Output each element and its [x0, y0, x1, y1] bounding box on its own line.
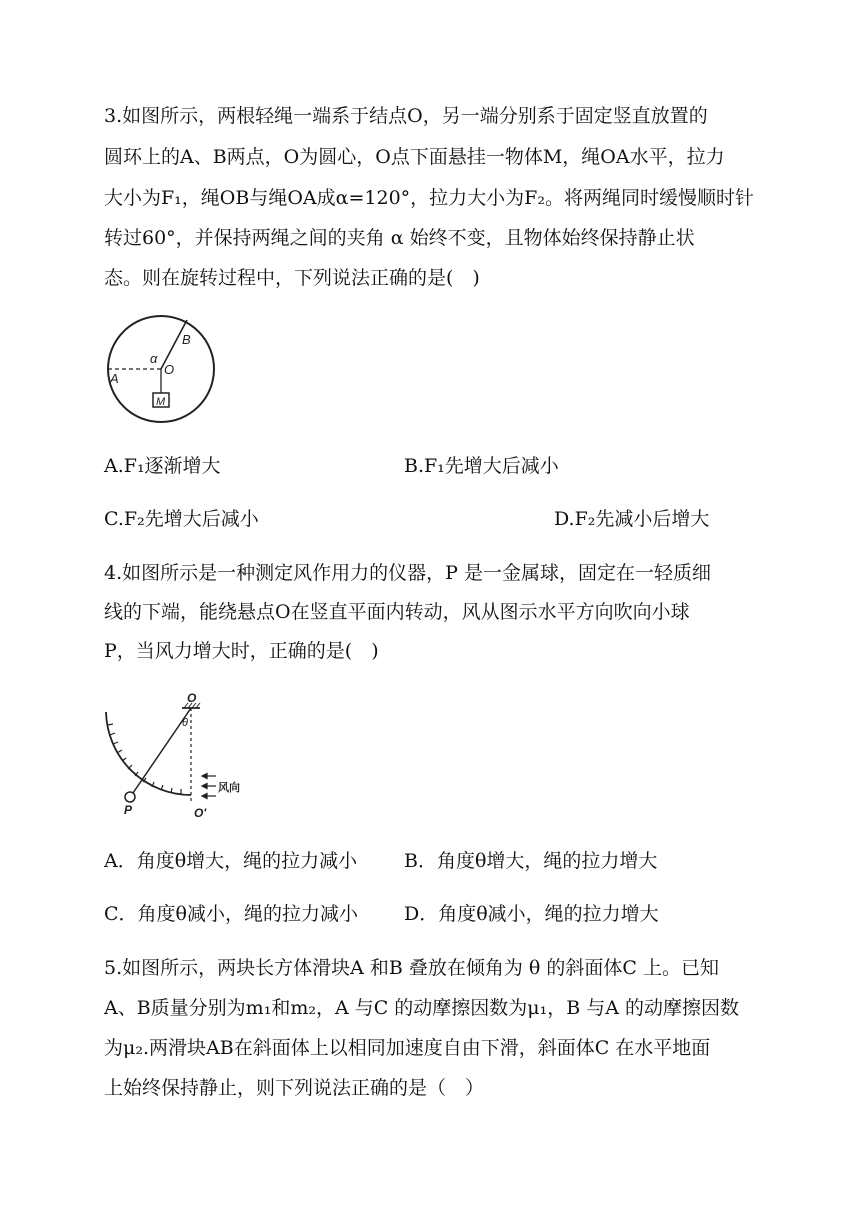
ball-p — [125, 792, 135, 802]
q3-option-c: C.F₂先增大后减小 — [104, 508, 259, 530]
label-p: P — [124, 803, 133, 817]
label-o: O — [164, 362, 175, 377]
label-o-prime: O' — [194, 806, 207, 820]
angle-scale-arc — [106, 712, 191, 795]
q5-line-3: 为μ₂.两滑块AB在斜面体上以相同加速度自由下滑，斜面体C 在水平地面 — [104, 1037, 711, 1059]
q3-line-3: 大小为F₁，绳OB与绳OA成α=120°，拉力大小为F₂。将两绳同时缓慢顺时针 — [104, 187, 754, 209]
q4-figure — [102, 690, 252, 820]
q4-option-a: A．角度θ增大，绳的拉力减小 — [104, 850, 358, 872]
q3-line-1: 3.如图所示，两根轻绳一端系于结点O，另一端分别系于固定竖直放置的 — [104, 105, 708, 127]
q5-line-4: 上始终保持静止，则下列说法正确的是（ ） — [104, 1077, 485, 1099]
q4-option-d: D．角度θ减小，绳的拉力增大 — [404, 903, 659, 925]
q3-line-2: 圆环上的A、B两点，O为圆心，O点下面悬挂一物体M，绳OA水平，拉力 — [104, 146, 725, 168]
q3-figure — [104, 311, 220, 427]
q4-line-3: P，当风力增大时，正确的是( ) — [104, 640, 379, 662]
q3-option-d: D.F₂先减小后增大 — [554, 508, 710, 530]
q5-line-2: A、B质量分别为m₁和m₂，A 与C 的动摩擦因数为μ₁，B 与A 的动摩擦因数 — [104, 997, 740, 1019]
label-alpha: α — [150, 351, 158, 366]
label-m: M — [156, 396, 166, 408]
q4-line-2: 线的下端，能绕悬点O在竖直平面内转动，风从图示水平方向吹向小球 — [104, 601, 690, 623]
q3-option-b: B.F₁先增大后减小 — [404, 455, 559, 477]
q3-line-4: 转过60°，并保持两绳之间的夹角 α 始终不变，且物体始终保持静止状 — [104, 227, 695, 249]
q5-line-1: 5.如图所示，两块长方体滑块A 和B 叠放在倾角为 θ 的斜面体C 上。已知 — [104, 957, 719, 979]
label-a: A — [110, 371, 119, 386]
q4-option-c: C．角度θ减小，绳的拉力减小 — [104, 903, 358, 925]
q4-option-b: B．角度θ增大，绳的拉力增大 — [404, 850, 658, 872]
label-theta: θ — [182, 717, 188, 729]
q4-line-1: 4.如图所示是一种测定风作用力的仪器，P 是一金属球，固定在一轻质细 — [104, 562, 711, 584]
label-o: O — [187, 691, 197, 705]
label-wind: 风向 — [218, 782, 240, 794]
q3-option-a: A.F₁逐渐增大 — [104, 455, 221, 477]
q3-line-5: 态。则在旋转过程中，下列说法正确的是( ) — [104, 267, 480, 289]
wind-arrows — [202, 774, 216, 799]
label-b: B — [182, 332, 191, 347]
